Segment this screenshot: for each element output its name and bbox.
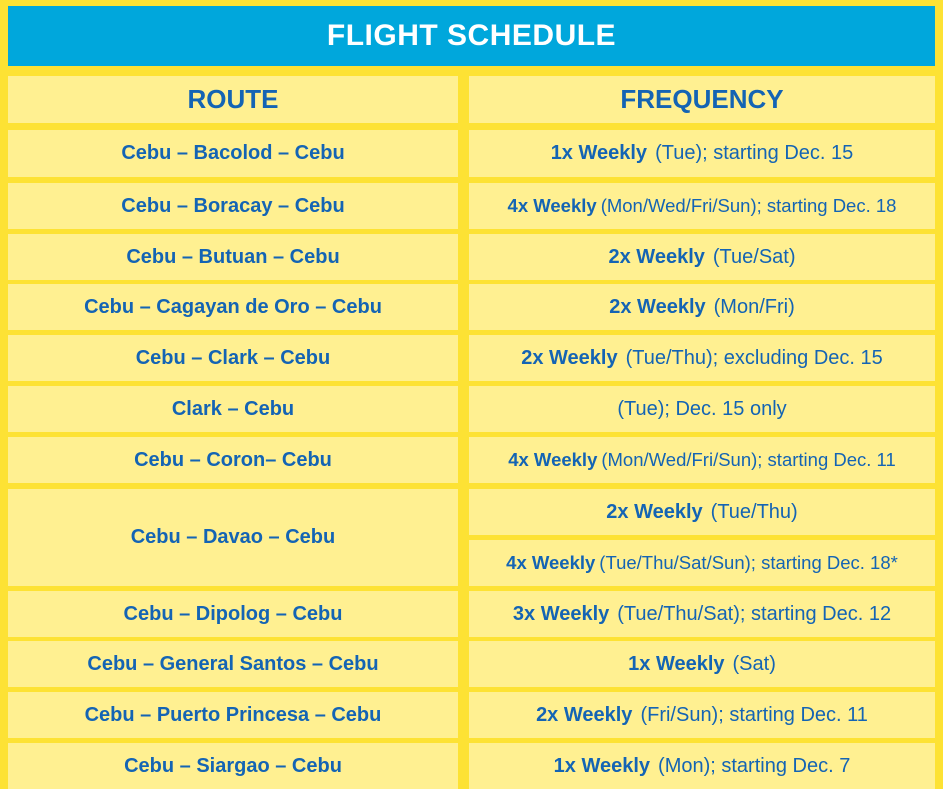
frequency-cell <box>469 641 935 687</box>
route-cell: Cebu – Siargao – Cebu <box>8 743 458 789</box>
route-cell: Cebu – Puerto Princesa – Cebu <box>8 692 458 738</box>
frequency-cell <box>469 743 935 789</box>
frequency-header: FREQUENCY <box>469 76 935 123</box>
frequency-detail: (Tue/Sat) <box>712 245 796 268</box>
route-cell: Cebu – Clark – Cebu <box>8 335 458 381</box>
route-cell: Cebu – Cagayan de Oro – Cebu <box>8 284 458 330</box>
frequency-detail: (Mon/Wed/Fri/Sun); starting Dec. 18 <box>600 195 897 216</box>
frequency-count: 1x Weekly <box>553 754 651 777</box>
frequency-cell <box>469 489 935 535</box>
route-cell: Cebu – Butuan – Cebu <box>8 234 458 280</box>
frequency-detail: (Mon/Fri) <box>713 295 795 318</box>
frequency-detail: (Tue); Dec. 15 only <box>617 397 787 420</box>
frequency-detail: (Tue/Thu) <box>710 500 798 523</box>
frequency-count: 1x Weekly <box>550 142 648 164</box>
frequency-count: 2x Weekly <box>606 500 703 523</box>
frequency-count: 4x Weekly <box>507 195 597 216</box>
route-cell: Cebu – General Santos – Cebu <box>8 641 458 687</box>
frequency-detail: (Fri/Sun); starting Dec. 11 <box>640 703 868 726</box>
route-header: ROUTE <box>8 76 458 123</box>
route-cell: Cebu – Boracay – Cebu <box>8 183 458 229</box>
frequency-detail: (Mon); starting Dec. 7 <box>658 754 851 777</box>
route-cell: Cebu – Bacolod – Cebu <box>8 130 458 177</box>
route-cell: Cebu – Coron– Cebu <box>8 437 458 483</box>
frequency-count: 4x Weekly <box>506 552 596 573</box>
frequency-cell <box>469 591 935 637</box>
frequency-detail: (Sat) <box>732 652 776 675</box>
route-cell: Cebu – Davao – Cebu <box>8 489 458 586</box>
frequency-cell <box>469 692 935 738</box>
frequency-detail: (Tue/Thu); excluding Dec. 15 <box>625 346 883 369</box>
frequency-count: 4x Weekly <box>508 449 598 470</box>
frequency-count: 2x Weekly <box>521 346 618 369</box>
frequency-cell <box>469 284 935 330</box>
frequency-cell <box>469 183 935 229</box>
schedule-title: FLIGHT SCHEDULE <box>8 6 935 66</box>
frequency-count: 2x Weekly <box>609 295 706 318</box>
frequency-cell <box>469 130 935 177</box>
frequency-detail: (Tue/Thu/Sat/Sun); starting Dec. 18* <box>599 552 898 573</box>
frequency-cell <box>469 386 935 432</box>
frequency-cell <box>469 437 935 483</box>
frequency-count: 1x Weekly <box>628 652 725 675</box>
frequency-count: 2x Weekly <box>536 703 633 726</box>
frequency-detail: (Mon/Wed/Fri/Sun); starting Dec. 11 <box>601 449 896 470</box>
frequency-count: 3x Weekly <box>512 602 610 625</box>
frequency-cell <box>469 335 935 381</box>
frequency-cell <box>469 540 935 586</box>
frequency-detail: (Tue/Thu/Sat); starting Dec. 12 <box>617 602 892 625</box>
route-cell: Clark – Cebu <box>8 386 458 432</box>
route-cell: Cebu – Dipolog – Cebu <box>8 591 458 637</box>
frequency-count: 2x Weekly <box>608 245 705 268</box>
frequency-cell <box>469 234 935 280</box>
frequency-detail: (Tue); starting Dec. 15 <box>655 142 854 164</box>
